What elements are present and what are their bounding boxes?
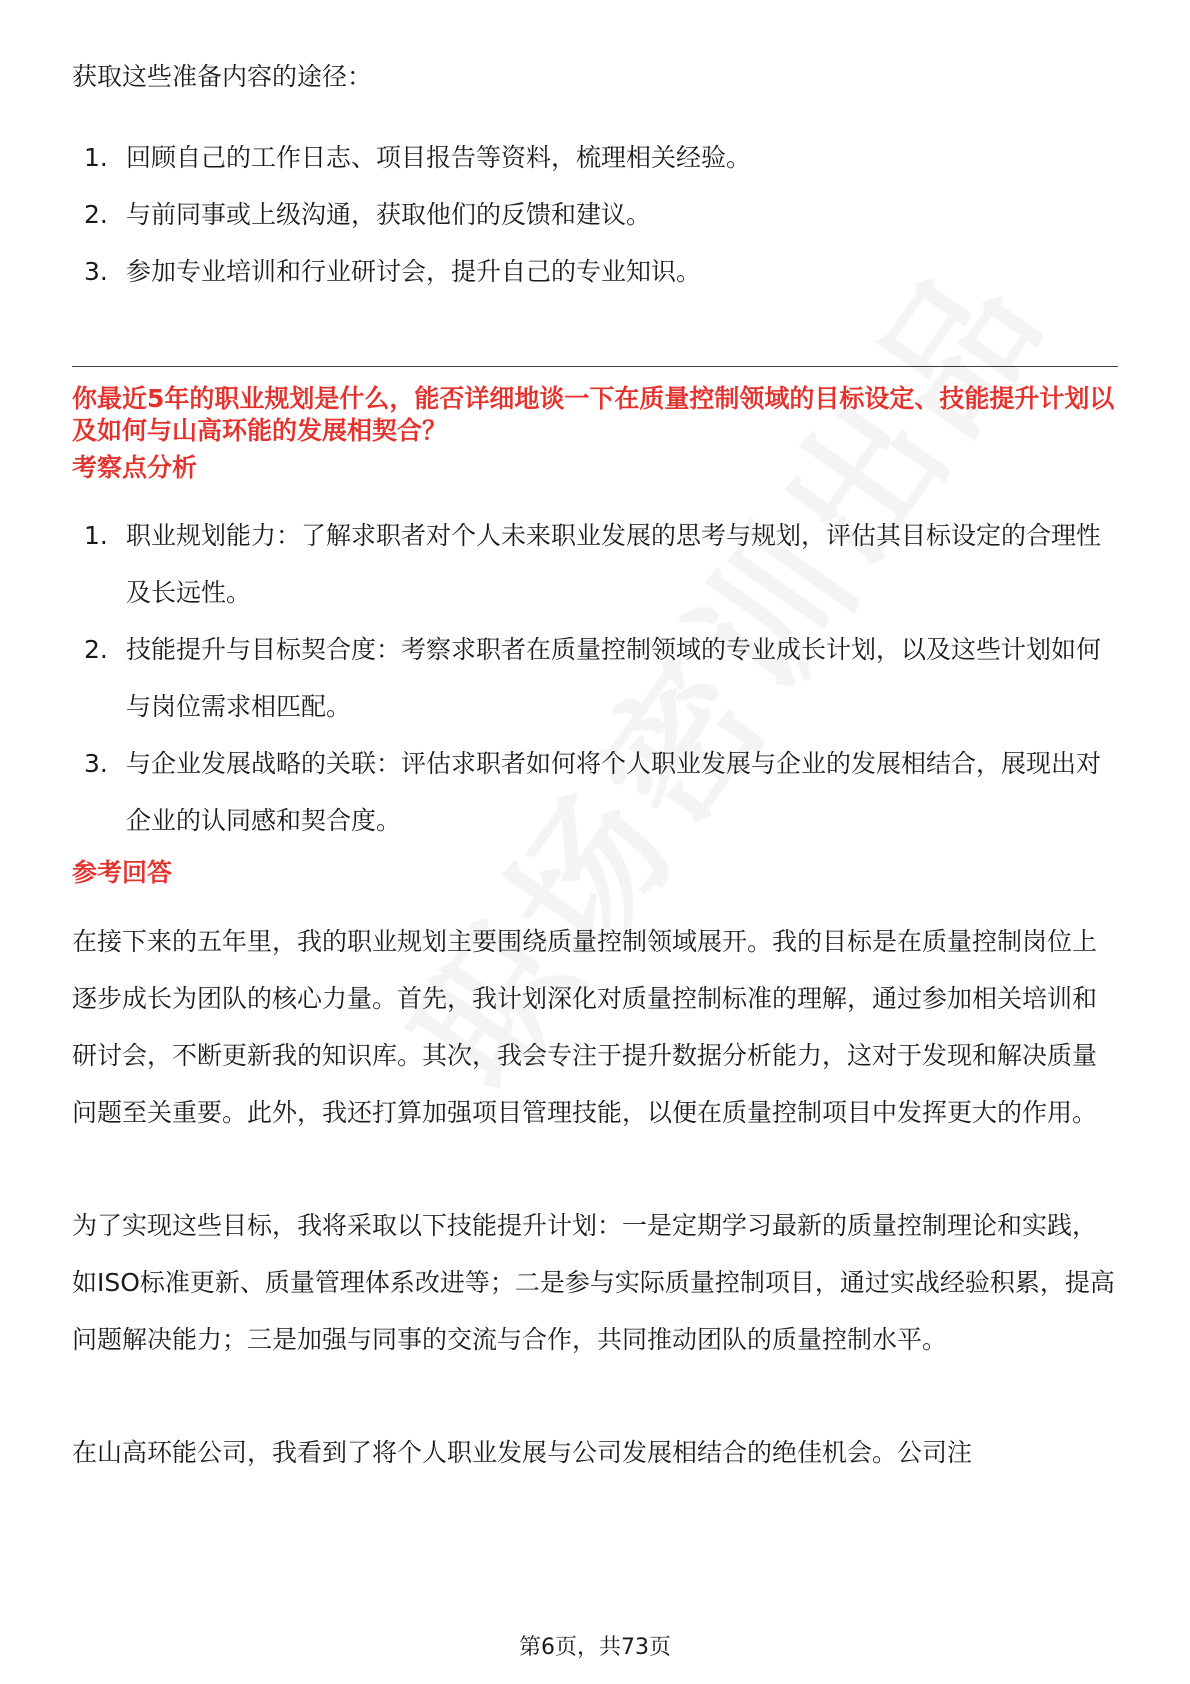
list-item-text: 回顾自己的工作日志、项目报告等资料，梳理相关经验。 [126, 143, 752, 172]
list-item-text: 技能提升与目标契合度：考察求职者在质量控制领域的专业成长计划，以及这些计划如何与岗位需求相匹配。 [126, 635, 1102, 721]
answer-paragraph: 为了实现这些目标，我将采取以下技能提升计划：一是定期学习最新的质量控制理论和实践，如ISO标准更新、质量管理体系改进等；二是参与实际质量控制项目，通过实战经验积累，提高问题解决能力；三是加强与同事的交流与合作，共同推动团队的质量控制水平。 [72, 1211, 1115, 1354]
answer-paragraph: 在山高环能公司，我看到了将个人职业发展与公司发展相结合的绝佳机会。公司注 [72, 1438, 973, 1467]
intro-text: 获取这些准备内容的途径： [72, 62, 373, 91]
list-number: 1. [84, 521, 108, 550]
interview-question: 你最近5年的职业规划是什么，能否详细地谈一下在质量控制领域的目标设定、技能提升计划以及如何与山高环能的发展相契合？ [72, 384, 1115, 445]
analysis-heading: 考察点分析 [72, 453, 198, 482]
list-number: 2. [84, 635, 108, 664]
list-item [72, 129, 1118, 186]
list-item [72, 186, 1118, 243]
document-page [72, 0, 1118, 1684]
list-number: 3. [84, 749, 108, 778]
list-item [72, 507, 1118, 621]
list-item-text: 与企业发展战略的关联：评估求职者如何将个人职业发展与企业的发展相结合，展现出对企业的认同感和契合度。 [126, 749, 1102, 835]
answer-heading: 参考回答 [72, 858, 173, 887]
prep-list [72, 129, 1118, 300]
list-number: 3. [84, 257, 108, 286]
list-item [72, 621, 1118, 735]
list-item [72, 243, 1118, 300]
page-number: 第6页，共73页 [519, 1635, 671, 1660]
list-number: 2. [84, 200, 108, 229]
list-item [72, 735, 1118, 849]
analysis-list [72, 507, 1118, 849]
list-item-text: 参加专业培训和行业研讨会，提升自己的专业知识。 [126, 257, 702, 286]
list-item-text: 职业规划能力：了解求职者对个人未来职业发展的思考与规划，评估其目标设定的合理性及长远性。 [126, 521, 1102, 607]
answer-paragraph: 在接下来的五年里，我的职业规划主要围绕质量控制领域展开。我的目标是在质量控制岗位上逐步成长为团队的核心力量。首先，我计划深化对质量控制标准的理解，通过参加相关培训和研讨会，不断更新我的知识库。其次，我会专注于提升数据分析能力，这对于发现和解决质量问题至关重要。此外，我还打算加强项目管理技能，以便在质量控制项目中发挥更大的作用。 [72, 927, 1098, 1127]
list-item-text: 与前同事或上级沟通，获取他们的反馈和建议。 [126, 200, 652, 229]
section-divider [72, 366, 1118, 367]
list-number: 1. [84, 143, 108, 172]
